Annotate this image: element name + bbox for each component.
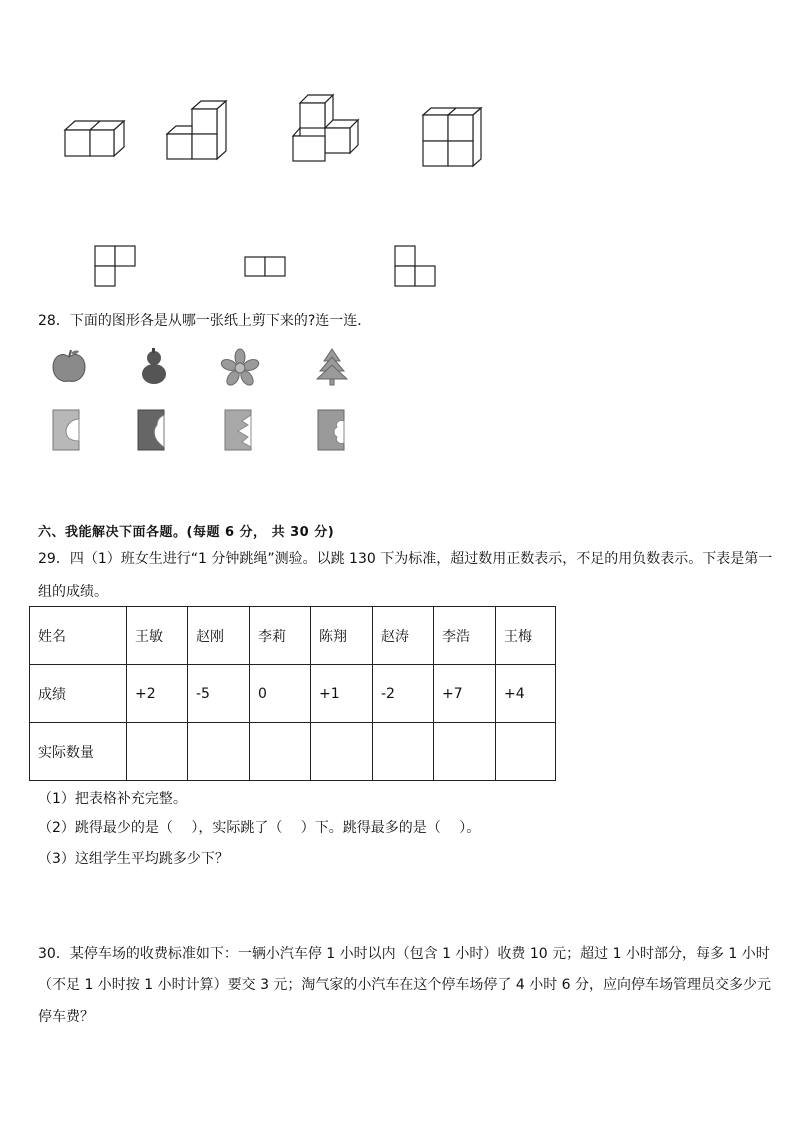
scores-table <box>29 606 556 781</box>
table-cell: -5 <box>188 665 250 723</box>
table-cell-empty[interactable] <box>434 723 496 781</box>
folded-paper-3-icon <box>224 409 254 453</box>
table-cell: 李浩 <box>434 607 496 665</box>
table-row-names <box>30 607 556 665</box>
table-row-scores <box>30 665 556 723</box>
table-cell: +1 <box>311 665 373 723</box>
table-cell-empty[interactable] <box>127 723 188 781</box>
view-shape-3 <box>394 245 439 290</box>
table-header-actual: 实际数量 <box>30 723 127 781</box>
table-cell-empty[interactable] <box>250 723 311 781</box>
question-29-sub-1: （1）把表格补充完整。 <box>38 791 187 807</box>
table-cell: 李莉 <box>250 607 311 665</box>
question-30-line-2: （不足 1 小时按 1 小时计算）要交 3 元；淘气家的小汽车在这个停车场停了 4 小时 6 分，应向停车场管理员交多少元 <box>38 977 772 993</box>
section-6-title: 六、我能解决下面各题。(每题 6 分， 共 30 分) <box>38 525 335 540</box>
folded-paper-4-icon <box>317 409 347 453</box>
table-cell-empty[interactable] <box>373 723 434 781</box>
table-cell: +2 <box>127 665 188 723</box>
folded-paper-2-icon <box>137 409 167 453</box>
question-29-sub-3: （3）这组学生平均跳多少下？ <box>38 851 229 867</box>
table-cell-empty[interactable] <box>311 723 373 781</box>
table-cell: -2 <box>373 665 434 723</box>
table-cell: +7 <box>434 665 496 723</box>
gourd-shape-icon <box>137 346 171 388</box>
table-header-scores: 成绩 <box>30 665 127 723</box>
question-28-text: 28．下面的图形各是从哪一张纸上剪下来的?连一连． <box>38 313 372 329</box>
table-cell: 0 <box>250 665 311 723</box>
table-header-names: 姓名 <box>30 607 127 665</box>
table-cell: 王梅 <box>496 607 556 665</box>
table-cell-empty[interactable] <box>188 723 250 781</box>
cube-figure-1 <box>62 113 132 163</box>
cube-figure-3 <box>290 93 365 165</box>
question-29-line-1: 29．四（1）班女生进行“1 分钟跳绳”测验。以跳 130 下为标准，超过数用正数表示，不足的用负数表示。下表是第一 <box>38 551 773 567</box>
question-29-sub-2: （2）跳得最少的是（ ），实际跳了（ ）下。跳得最多的是（ ）。 <box>38 820 481 836</box>
table-cell: 王敏 <box>127 607 188 665</box>
view-shape-1 <box>94 245 139 290</box>
view-shape-2 <box>244 256 289 281</box>
cube-figure-2 <box>164 99 234 164</box>
table-cell: 陈翔 <box>311 607 373 665</box>
table-cell-empty[interactable] <box>496 723 556 781</box>
question-30-line-3: 停车费？ <box>38 1009 94 1025</box>
table-cell: +4 <box>496 665 556 723</box>
apple-shape-icon <box>49 347 89 387</box>
folded-paper-1-icon <box>52 409 82 453</box>
tree-shape-icon <box>314 347 350 387</box>
table-cell: 赵刚 <box>188 607 250 665</box>
flower-shape-icon <box>220 348 260 388</box>
cube-figure-4 <box>420 106 485 168</box>
question-30-line-1: 30．某停车场的收费标准如下：一辆小汽车停 1 小时以内（包含 1 小时）收费 10 元；超过 1 小时部分，每多 1 小时 <box>38 946 770 962</box>
table-cell: 赵涛 <box>373 607 434 665</box>
question-29-line-2: 组的成绩。 <box>38 584 108 600</box>
table-row-actual <box>30 723 556 781</box>
